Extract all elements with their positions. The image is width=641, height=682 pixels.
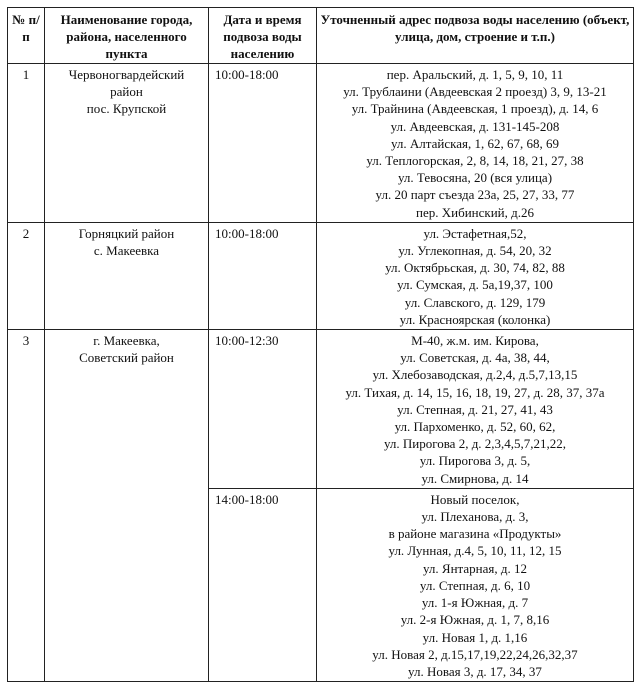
address-line: ул. Авдеевская, д. 131-145-208 (390, 118, 560, 134)
row-addresses (317, 64, 634, 223)
address-line: ул. Пирогова 2, д. 2,3,4,5,7,21,22, (383, 436, 567, 452)
address-line: Новый поселок, (430, 491, 520, 507)
address-line: пер. Хибинский, д.26 (416, 204, 534, 220)
address-line: ул. Лунная, д.4, 5, 10, 11, 12, 15 (388, 543, 562, 559)
address-line: ул. Новая 2, д.15,17,19,22,24,26,32,37 (372, 646, 578, 662)
row-time: 10:00-12:30 (209, 330, 317, 489)
address-line: ул. Новая 3, д. 17, 34, 37 (408, 663, 542, 679)
row-city (45, 330, 209, 682)
address-line: ул. Советская, д. 4а, 38, 44, (400, 350, 550, 366)
address-line: ул. Степная, д. 21, 27, 41, 43 (397, 401, 553, 417)
address-line: ул. 2-я Южная, д. 1, 7, 8,16 (400, 612, 550, 628)
address-line: ул. Алтайская, 1, 62, 67, 68, 69 (391, 135, 559, 151)
row-num: 3 (8, 330, 45, 682)
city-line: пос. Крупской (86, 101, 167, 117)
city-line: район (110, 84, 143, 100)
row-time: 14:00-18:00 (209, 488, 317, 681)
address-line: ул. Новая 1, д. 1,16 (422, 629, 528, 645)
table-row (8, 64, 634, 223)
row-city (45, 64, 209, 223)
address-line: ул. Красноярская (колонка) (399, 311, 551, 327)
city-line: Советский район (79, 350, 174, 366)
address-line: ул. Тевосяна, 20 (вся улица) (397, 170, 553, 186)
address-line: ул. Пирогова 3, д. 5, (419, 453, 531, 469)
address-line: ул. Трублаини (Авдеевская 2 проезд) 3, 9, 13-21 (343, 84, 607, 100)
header-num: № п/п (8, 8, 45, 64)
header-time: Дата и время подвоза воды населению (209, 8, 317, 64)
table-row (8, 222, 634, 329)
city-line: Горняцкий район (78, 225, 175, 241)
row-city (45, 222, 209, 329)
row-addresses (317, 330, 634, 489)
address-line: ул. Тихая, д. 14, 15, 16, 18, 19, 27, д. 28, 37, 37а (345, 384, 605, 400)
address-line: М-40, ж.м. им. Кирова, (411, 333, 539, 349)
address-line: ул. 1-я Южная, д. 7 (421, 595, 529, 611)
address-line: ул. Сумская, д. 5а,19,37, 100 (397, 277, 553, 293)
address-line: ул. Эстафетная,52, (423, 225, 527, 241)
address-line: ул. Смирнова, д. 14 (421, 470, 529, 486)
address-line: ул. Степная, д. 6, 10 (419, 577, 531, 593)
header-city: Наименование города, района, населенного пункта (45, 8, 209, 64)
address-line: ул. 20 парт съезда 23а, 25, 27, 33, 77 (375, 187, 575, 203)
header-address: Уточненный адрес подвоза воды населению (объект, улица, дом, строение и т.п.) (317, 8, 634, 64)
row-num: 1 (8, 64, 45, 223)
row-time: 10:00-18:00 (209, 64, 317, 223)
address-line: ул. Славского, д. 129, 179 (404, 294, 546, 310)
row-time: 10:00-18:00 (209, 222, 317, 329)
address-line: пер. Аральский, д. 1, 5, 9, 10, 11 (386, 67, 564, 82)
address-line: ул. Плеханова, д. 3, (421, 509, 529, 525)
address-line: ул. Хлебозаводская, д.2,4, д.5,7,13,15 (372, 367, 578, 383)
row-num: 2 (8, 222, 45, 329)
table-row (8, 330, 634, 489)
address-line: ул. Теплогорская, 2, 8, 14, 18, 21, 27, 38 (366, 153, 584, 169)
row-addresses (317, 488, 634, 681)
water-delivery-table (7, 7, 634, 682)
row-addresses (317, 222, 634, 329)
address-line: ул. Трайнина (Авдеевская, 1 проезд), д. 14, 6 (351, 101, 599, 117)
address-line: ул. Пархоменко, д. 52, 60, 62, (394, 419, 556, 435)
city-line: Червоногвардейский (68, 67, 185, 82)
address-line: ул. Янтарная, д. 12 (423, 560, 527, 576)
header-row (8, 8, 634, 64)
address-line: ул. Октябрьская, д. 30, 74, 82, 88 (385, 260, 565, 276)
address-line: ул. Углекопная, д. 54, 20, 32 (398, 243, 552, 259)
city-line: г. Макеевка, (93, 333, 160, 349)
city-line: с. Макеевка (93, 243, 160, 259)
address-line: в районе магазина «Продукты» (388, 526, 562, 542)
